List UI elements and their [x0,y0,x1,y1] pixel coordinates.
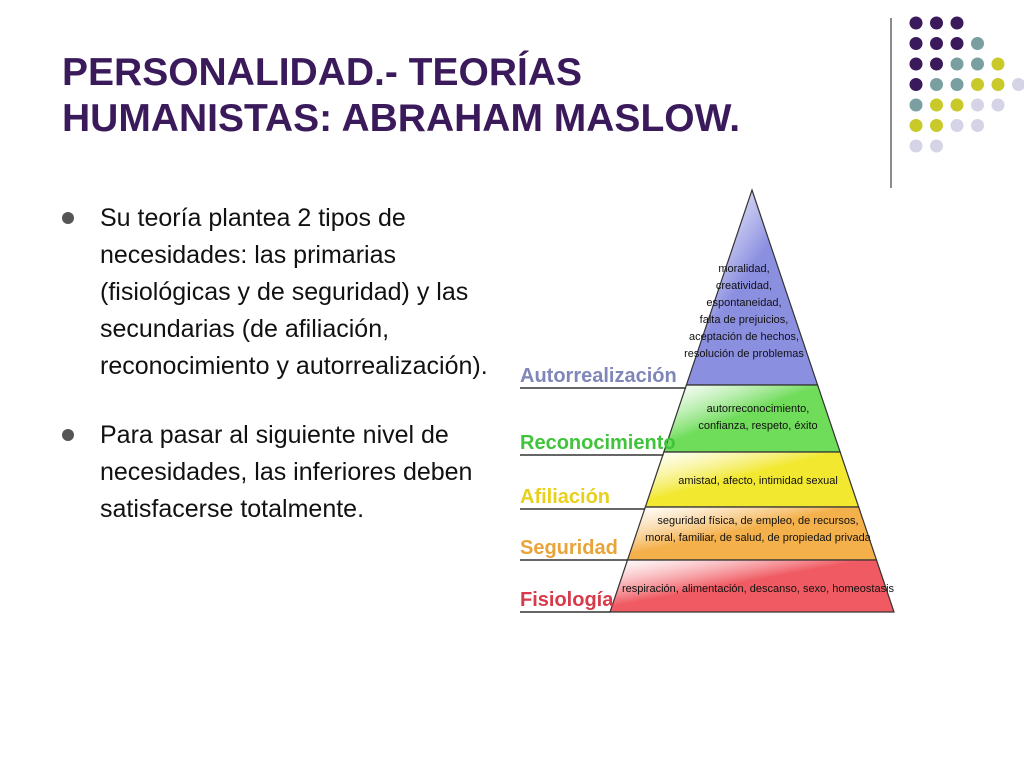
bullet-text: Para pasar al siguiente nivel de necesidades, las inferiores deben satisfacerse totalmente. [100,421,473,523]
maslow-pyramid [500,180,910,620]
pyramid-level-description: falta de prejuicios, [699,314,789,326]
decorative-dot [930,37,943,50]
pyramid-level-description: seguridad física, de empleo, de recursos, [657,515,859,527]
bullet-item [62,417,502,528]
decorative-dot [910,37,923,50]
bullet-icon [62,429,74,441]
slide-title [62,50,862,142]
decorative-dot [951,119,964,132]
decorative-dot [910,119,923,132]
slide-title-line-2: HUMANISTAS: ABRAHAM MASLOW. [62,97,741,140]
pyramid-level-description: espontaneidad, [706,297,782,309]
decorative-dot [930,78,943,91]
decorative-dot [992,99,1005,112]
decorative-dot [930,140,943,153]
pyramid-level-description: creatividad, [715,280,773,292]
pyramid-level-description: autorreconocimiento, [706,403,810,415]
pyramid-level-label: Seguridad [520,537,618,559]
bullet-item [62,200,502,385]
pyramid-level-description: aceptación de hechos, [688,331,800,343]
decorative-dot [951,37,964,50]
pyramid-level-description: moral, familiar, de salud, de propiedad privada [645,532,871,544]
decorative-dot [1012,78,1024,91]
decorative-dot [910,99,923,112]
decorative-dot [910,140,923,153]
pyramid-level-description: moralidad, [718,263,770,275]
pyramid-level-label: Autorrealización [520,365,677,387]
decorative-dot [992,58,1005,71]
decorative-dot [930,17,943,30]
divider-line [890,18,892,188]
decorative-dot [971,119,984,132]
bullet-icon [62,212,74,224]
pyramid-level-description: resolución de problemas [684,348,804,360]
pyramid-level-2 [664,385,840,452]
decorative-dot [930,99,943,112]
decorative-dot [971,78,984,91]
decorative-dot [951,78,964,91]
pyramid-level-description: confianza, respeto, éxito [698,420,818,432]
decorative-dot [971,99,984,112]
decorative-dot [930,58,943,71]
decorative-dot [971,58,984,71]
decorative-dot [910,58,923,71]
bullet-text: Su teoría plantea 2 tipos de necesidades: las primarias (fisiológicas y de seguridad) y las secundarias (de afiliación, reconocimiento y autorrealización). [100,204,488,380]
decorative-dot [910,17,923,30]
decorative-dot [951,58,964,71]
pyramid-level-label: Afiliación [520,486,611,508]
pyramid-level-description: amistad, afecto, intimidad sexual [678,475,838,487]
decorative-dot [951,17,964,30]
pyramid-level-label: Reconocimiento [520,432,676,454]
decorative-dot [992,78,1005,91]
pyramid-level-label: Fisiología [520,589,614,611]
bullet-list [62,200,502,560]
decorative-dot [971,37,984,50]
decorative-dot [951,99,964,112]
pyramid-level-description: respiración, alimentación, descanso, sexo, homeostasis [621,583,895,595]
decorative-dot [930,119,943,132]
decorative-dot [910,78,923,91]
slide-title-line-1: PERSONALIDAD.- TEORÍAS [62,51,583,94]
